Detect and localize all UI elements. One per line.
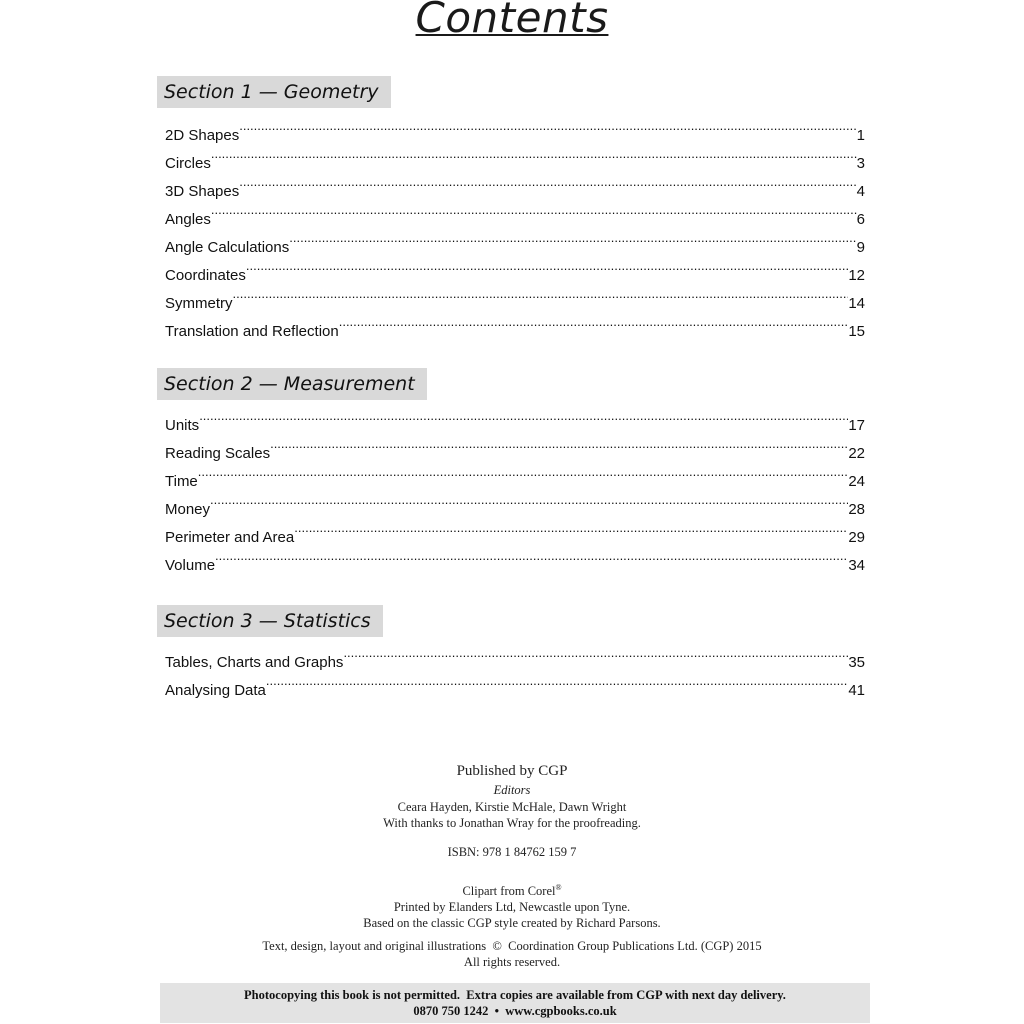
toc-entry[interactable]: [165, 542, 865, 574]
toc-entry-title: Tables, Charts and Graphs: [165, 654, 344, 671]
editors-names: Ceara Hayden, Kirstie McHale, Dawn Wright: [397, 800, 627, 814]
toc-entry[interactable]: [165, 639, 865, 671]
dot-leader: [199, 402, 848, 430]
toc-entry[interactable]: [165, 252, 865, 284]
page-title: Contents: [415, 0, 609, 42]
dot-leader: [211, 196, 857, 224]
toc-entry[interactable]: [165, 112, 865, 144]
section-heading: Section 3 — Statistics: [157, 605, 383, 637]
toc-entry-page: 24: [848, 473, 865, 490]
toc-entry-title: Angles: [165, 211, 211, 228]
toc-entry-title: Units: [165, 417, 200, 434]
editors-label: [0, 783, 1024, 798]
toc-entry-title: Reading Scales: [165, 445, 271, 462]
editors-heading: Editors: [493, 783, 531, 797]
published-by: Published by CGP: [456, 763, 568, 779]
toc-entry-title: Circles: [165, 155, 211, 172]
clipart-text: Clipart from Corel: [462, 884, 556, 899]
toc-entry-title: 2D Shapes: [165, 127, 240, 144]
toc-entry-title: 3D Shapes: [165, 183, 240, 200]
toc-entry-page: 28: [848, 501, 865, 518]
toc-entry-page: 41: [848, 682, 865, 699]
dot-leader: [343, 639, 848, 667]
toc-entry[interactable]: [165, 308, 865, 340]
toc-entry-page: 14: [848, 295, 865, 312]
dot-leader: [270, 430, 848, 458]
dot-leader: [210, 486, 848, 514]
editors-block: [0, 799, 1024, 831]
toc-entry-page: 3: [856, 155, 865, 172]
toc-list: [157, 112, 865, 340]
dot-leader: [289, 224, 856, 252]
registered-mark: ®: [555, 883, 562, 892]
toc-entry[interactable]: [165, 196, 865, 228]
clipart-line: [0, 880, 1024, 899]
toc-entry[interactable]: [165, 667, 865, 699]
toc-entry[interactable]: [165, 280, 865, 312]
toc-entry-page: 34: [848, 557, 865, 574]
toc-entry-page: 17: [848, 417, 865, 434]
dot-leader: [294, 514, 848, 542]
dot-leader: [215, 542, 848, 570]
dot-leader: [211, 140, 857, 168]
contact-line: 0870 750 1242 • www.cgpbooks.co.uk: [413, 1004, 617, 1018]
section-heading: Section 1 — Geometry: [157, 76, 391, 108]
dot-leader: [266, 667, 848, 695]
toc-entry-title: Volume: [165, 557, 216, 574]
toc-entry-page: 1: [856, 127, 865, 144]
rights-line: All rights reserved.: [463, 955, 561, 969]
section-measurement: [157, 368, 865, 574]
toc-entry-title: Translation and Reflection: [165, 323, 339, 340]
dot-leader: [233, 280, 849, 308]
toc-entry[interactable]: [165, 486, 865, 518]
toc-entry-page: 35: [848, 654, 865, 671]
toc-entry-page: 15: [848, 323, 865, 340]
based-on-line: Based on the classic CGP style created by Richard Parsons.: [363, 916, 661, 931]
toc-entry-title: Coordinates: [165, 267, 246, 284]
print-block: [0, 880, 1024, 931]
thanks-line: With thanks to Jonathan Wray for the proofreading.: [383, 816, 641, 830]
footer-notice-bar: [160, 983, 870, 1023]
toc-entry-page: 22: [848, 445, 865, 462]
toc-entry-title: Perimeter and Area: [165, 529, 295, 546]
toc-list: [157, 639, 865, 699]
dot-leader: [198, 458, 849, 486]
section-geometry: [157, 76, 865, 340]
isbn-block: [0, 845, 1024, 860]
toc-entry-title: Time: [165, 473, 198, 490]
photocopy-notice: Photocopying this book is not permitted. Extra copies are available from CGP with next day delivery.: [244, 988, 786, 1002]
toc-entry-title: Analysing Data: [165, 682, 266, 699]
toc-entry-page: 12: [848, 267, 865, 284]
dot-leader: [339, 308, 849, 336]
publisher-line: [0, 762, 1024, 780]
toc-entry-title: Angle Calculations: [165, 239, 290, 256]
toc-entry[interactable]: [165, 458, 865, 490]
toc-list: [157, 402, 865, 574]
dot-leader: [246, 252, 848, 280]
copyright-line: Text, design, layout and original illustrations © Coordination Group Publications Ltd. (CGP) 2015: [262, 939, 762, 953]
isbn: ISBN: 978 1 84762 159 7: [447, 845, 577, 859]
toc-entry-title: Symmetry: [165, 295, 233, 312]
dot-leader: [239, 168, 856, 196]
toc-entry[interactable]: [165, 402, 865, 434]
toc-entry-page: 29: [848, 529, 865, 546]
printed-line: Printed by Elanders Ltd, Newcastle upon Tyne.: [393, 900, 631, 915]
toc-entry-title: Money: [165, 501, 211, 518]
copyright-block: [0, 938, 1024, 970]
toc-entry-page: 4: [856, 183, 865, 200]
toc-entry[interactable]: [165, 224, 865, 256]
dot-leader: [239, 112, 856, 140]
section-heading: Section 2 — Measurement: [157, 368, 427, 400]
section-statistics: [157, 605, 865, 699]
toc-entry[interactable]: [165, 140, 865, 172]
toc-entry[interactable]: [165, 430, 865, 462]
toc-entry[interactable]: [165, 514, 865, 546]
toc-entry-page: 6: [856, 211, 865, 228]
toc-entry-page: 9: [856, 239, 865, 256]
toc-entry[interactable]: [165, 168, 865, 200]
